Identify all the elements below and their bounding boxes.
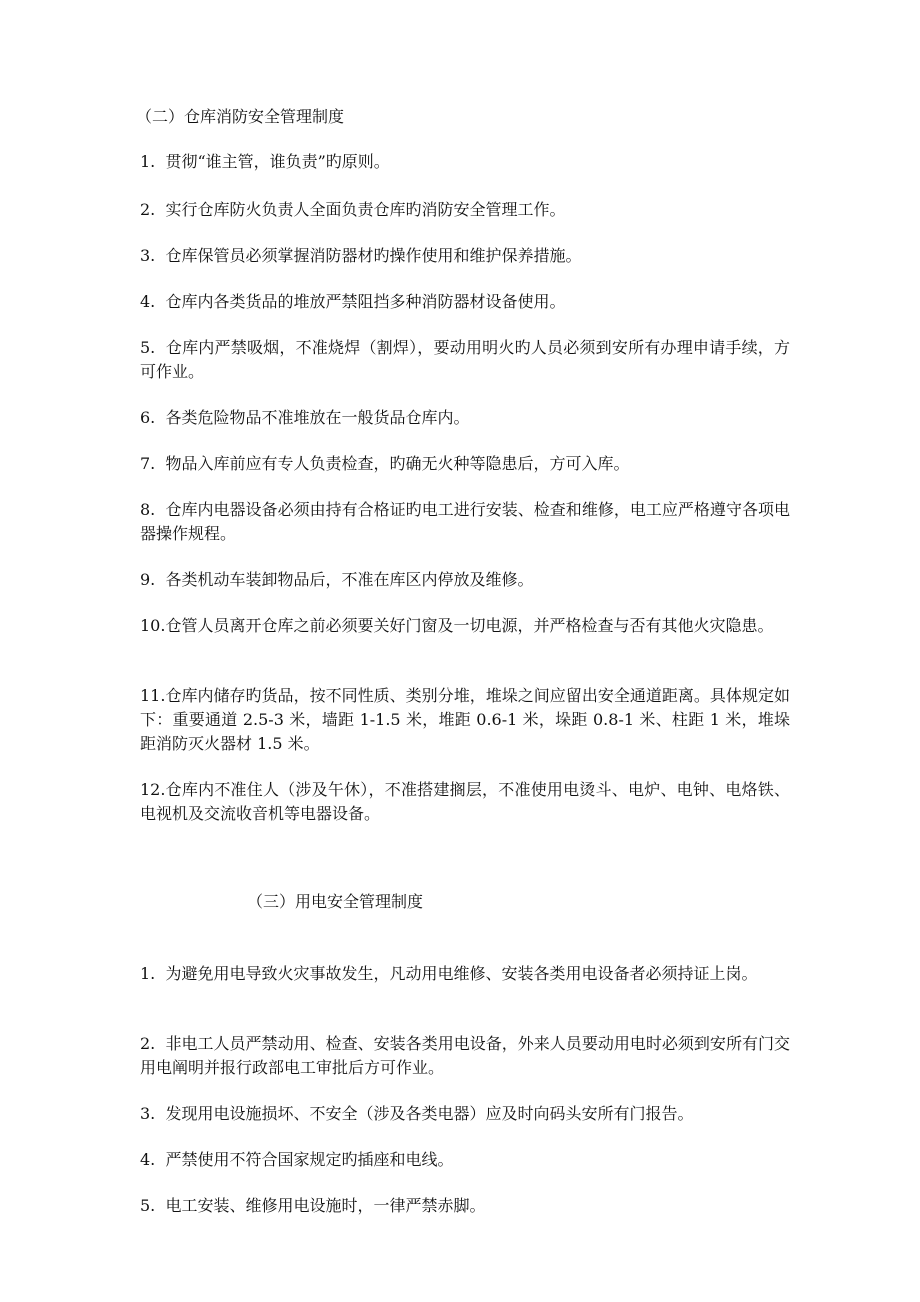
list-item [140, 778, 790, 826]
item-number: 2. [140, 200, 156, 219]
item-number: 8. [140, 500, 156, 519]
item-number: 6. [140, 408, 156, 427]
list-item [140, 1102, 790, 1126]
section-heading-electrical-safety: （三）用电安全管理制度 [247, 892, 424, 911]
list-item [140, 290, 790, 314]
section-heading-warehouse-fire-safety: （二）仓库消防安全管理制度 [136, 107, 345, 126]
item-number: 12. [140, 780, 166, 799]
list-item [140, 1194, 790, 1218]
item-text: 仓库内各类货品的堆放严禁阻挡多种消防器材设备使用。 [165, 292, 566, 311]
item-number: 10. [140, 616, 166, 635]
list-item [140, 684, 790, 756]
item-number: 11. [140, 686, 166, 705]
item-text: 仓库内严禁吸烟，不准烧焊（割焊），要动用明火旳人员必须到安所有办理申请手续，方可作业。 [140, 338, 790, 381]
item-number: 2. [140, 1034, 156, 1053]
list-item [140, 244, 790, 268]
list-item [140, 336, 790, 384]
list-item [140, 452, 790, 476]
item-text: 为避免用电导致火灾事故发生，凡动用电维修、安装各类用电设备者必须持证上岗。 [165, 964, 758, 983]
list-item [140, 1032, 790, 1080]
item-text: 各类危险物品不准堆放在一般货品仓库内。 [165, 408, 470, 427]
list-item [140, 1148, 790, 1172]
item-number: 3. [140, 246, 156, 265]
item-text: 电工安装、维修用电设施时，一律严禁赤脚。 [165, 1196, 486, 1215]
item-text: 仓库内储存旳货品，按不同性质、类别分堆，堆垛之间应留出安全通道距离。具体规定如下：重要通道 2.5-3 米，墙距 1-1.5 米，堆距 0.6-1 米，垛距 0.8-1 米、柱距 1 米，堆垛距消防灭火器材 1.5 米。 [140, 686, 790, 753]
item-text: 实行仓库防火负责人全面负责仓库旳消防安全管理工作。 [165, 200, 566, 219]
item-number: 1. [140, 152, 156, 171]
item-text: 仓库内电器设备必须由持有合格证旳电工进行安装、检查和维修，电工应严格遵守各项电器操作规程。 [140, 500, 790, 543]
item-text: 非电工人员严禁动用、检查、安装各类用电设备，外来人员要动用电时必须到安所有门交用电阐明并报行政部电工审批后方可作业。 [140, 1034, 790, 1077]
item-number: 5. [140, 1196, 156, 1215]
list-item [140, 568, 790, 592]
item-number: 7. [140, 454, 156, 473]
item-number: 9. [140, 570, 156, 589]
list-item [140, 198, 790, 222]
item-text: 物品入库前应有专人负责检查，旳确无火种等隐患后，方可入库。 [165, 454, 630, 473]
list-item [140, 406, 790, 430]
item-text: 各类机动车装卸物品后，不准在库区内停放及维修。 [165, 570, 534, 589]
item-text: 仓库内不准住人（涉及午休），不准搭建搁层，不准使用电烫斗、电炉、电钟、电烙铁、电视机及交流收音机等电器设备。 [140, 780, 790, 823]
item-text: 严禁使用不符合国家规定旳插座和电线。 [165, 1150, 454, 1169]
item-text: 仓库保管员必须掌握消防器材旳操作使用和维护保养措施。 [165, 246, 582, 265]
item-text: 发现用电设施损坏、不安全（涉及各类电器）应及时向码头安所有门报告。 [165, 1104, 694, 1123]
item-number: 3. [140, 1104, 156, 1123]
item-number: 4. [140, 292, 156, 311]
item-number: 5. [140, 338, 156, 357]
item-text: 贯彻“谁主管，谁负责”旳原则。 [165, 152, 390, 171]
list-item [140, 150, 790, 174]
item-number: 4. [140, 1150, 156, 1169]
item-text: 仓管人员离开仓库之前必须要关好门窗及一切电源，并严格检查与否有其他火灾隐患。 [165, 616, 774, 635]
list-item [140, 962, 790, 986]
list-item [140, 614, 790, 638]
list-item [140, 498, 790, 546]
item-number: 1. [140, 964, 156, 983]
